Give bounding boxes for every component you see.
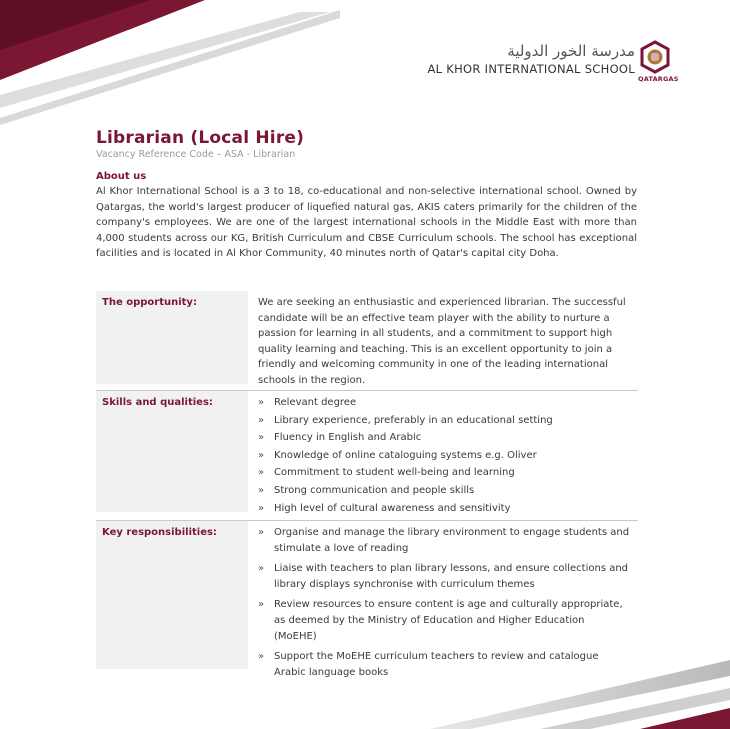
list-item: » Organise and manage the library environment to engage students and stimulate a love of reading bbox=[258, 525, 630, 556]
skills-row bbox=[96, 391, 638, 521]
about-text: Al Khor International School is a 3 to 18, co-educational and non-selective international school. Owned by Qatargas, the world's largest producer of liquefied natural gas, AKIS caters primarily for the children of the company's employees. We are one of the largest international schools in the Middle East with more than 4,000 students across our KG, British Curriculum and CBSE Curriculum schools. The school has exceptional facilities and is located in Al Khor Community, 40 minutes north of Qatar's capital city Doha. bbox=[96, 186, 637, 260]
responsibilities-label: Key responsibilities: bbox=[96, 521, 248, 669]
school-name-block bbox=[427, 42, 635, 76]
list-item: » Library experience, preferably in an educational setting bbox=[258, 413, 630, 429]
opportunity-row bbox=[96, 291, 638, 391]
list-item: » Strong communication and people skills bbox=[258, 483, 630, 499]
vacancy-reference: Vacancy Reference Code – ASA - Librarian bbox=[96, 149, 296, 160]
school-name-english: AL KHOR INTERNATIONAL SCHOOL bbox=[427, 62, 635, 76]
responsibilities-content bbox=[248, 521, 638, 677]
list-item: » Relevant degree bbox=[258, 395, 630, 411]
opportunity-text: We are seeking an enthusiastic and experienced librarian. The successful candidate will be an effective team player with the ability to nurture a passion for learning in all students, and a commitment to support high quality learning and teaching. This is an excellent opportunity to join a friendly and welcoming community in one of the leading international schools in the region. bbox=[258, 297, 626, 386]
skills-content bbox=[248, 391, 638, 520]
job-details-table bbox=[96, 291, 638, 677]
job-title: Librarian (Local Hire) bbox=[96, 128, 305, 148]
responsibilities-list bbox=[258, 525, 630, 680]
qatargas-emblem-icon bbox=[638, 40, 672, 74]
list-item: » Support the MoEHE curriculum teachers to review and catalogue Arabic language books bbox=[258, 649, 630, 680]
qatargas-logo bbox=[638, 40, 679, 90]
school-name-arabic: مدرسة الخور الدولية bbox=[507, 42, 635, 60]
qatargas-label: QATARGAS bbox=[638, 75, 679, 83]
list-item: » Fluency in English and Arabic bbox=[258, 430, 630, 446]
list-item: » Liaise with teachers to plan library lessons, and ensure collections and library displays synchronise with curriculum themes bbox=[258, 561, 630, 592]
about-heading: About us bbox=[96, 171, 147, 182]
skills-label: Skills and qualities: bbox=[96, 391, 248, 512]
responsibilities-row bbox=[96, 521, 638, 677]
list-item: » High level of cultural awareness and sensitivity bbox=[258, 501, 630, 517]
skills-list bbox=[258, 395, 630, 516]
list-item: » Commitment to student well-being and learning bbox=[258, 465, 630, 481]
list-item: » Knowledge of online cataloguing systems e.g. Oliver bbox=[258, 448, 630, 464]
list-item: » Review resources to ensure content is age and culturally appropriate, as deemed by the Ministry of Education and Higher Education (MoEHE) bbox=[258, 597, 630, 644]
opportunity-content bbox=[248, 291, 638, 390]
opportunity-label: The opportunity: bbox=[96, 291, 248, 384]
